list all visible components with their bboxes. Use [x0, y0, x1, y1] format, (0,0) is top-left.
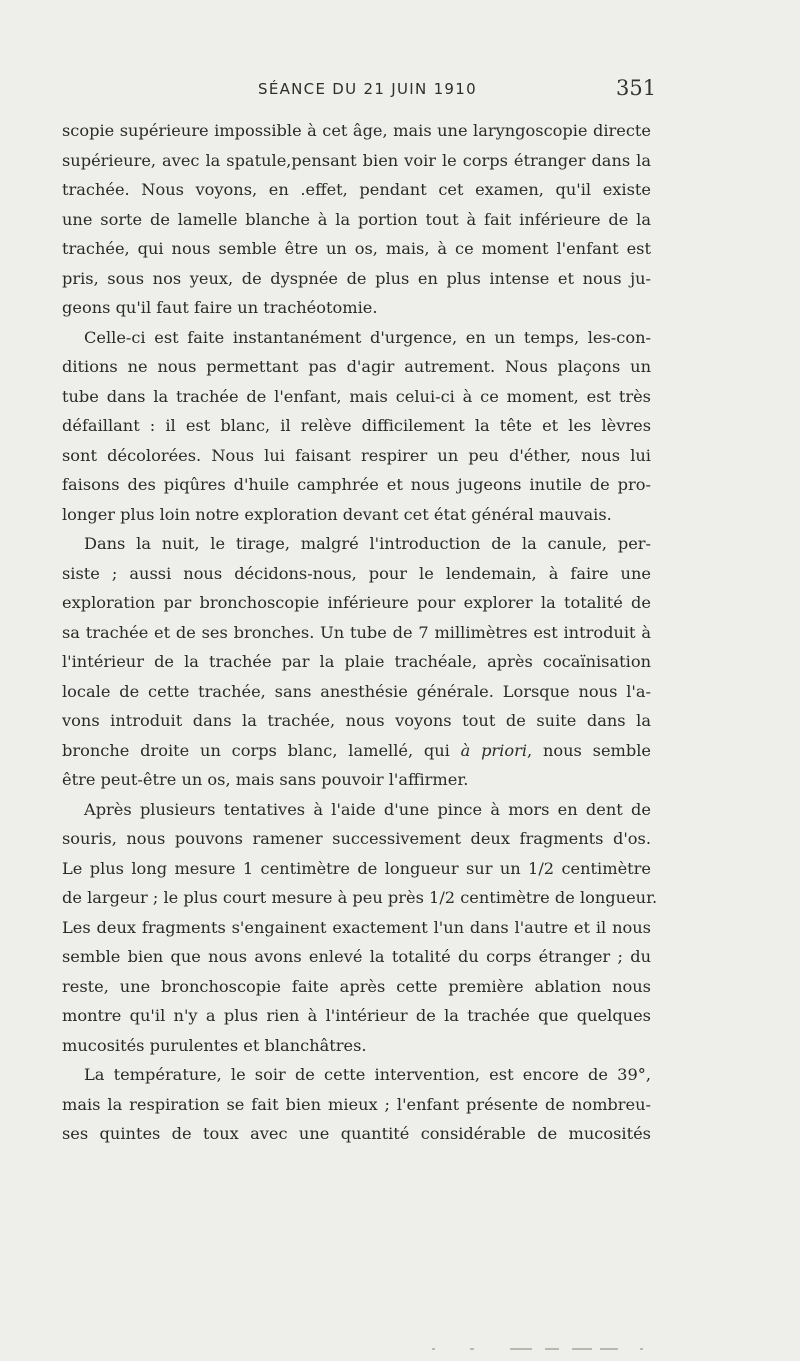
text-line: être peut-être un os, mais sans pouvoir l'affirmer.	[62, 770, 469, 789]
running-title: SÉANCE DU 21 JUIN 1910	[258, 80, 477, 98]
text-line: ses quintes de toux avec une quantité considérable de mucosités	[62, 1124, 651, 1143]
text-line: montre qu'il n'y a plus rien à l'intérieur de la trachée que quelques	[62, 1006, 651, 1025]
text-line: exploration par bronchoscopie inférieure pour explorer la totalité de	[62, 593, 651, 612]
text-line: faisons des piqûres d'huile camphrée et nous jugeons inutile de pro-	[62, 475, 651, 494]
text-line: semble bien que nous avons enlevé la totalité du corps étranger ; du	[62, 947, 651, 966]
text-line: sont décolorées. Nous lui faisant respirer un peu d'éther, nous lui	[62, 445, 651, 465]
text-line: Le plus long mesure 1 centimètre de longueur sur un 1/2 centimètre	[62, 858, 651, 878]
text-line: scopie supérieure impossible à cet âge, mais une laryngoscopie directe	[62, 121, 651, 140]
italic-phrase: à priori	[460, 740, 528, 760]
text-line: mais la respiration se fait bien mieux ; l'enfant présente de nombreu-	[62, 1094, 651, 1114]
text-line: défaillant : il est blanc, il relève difficilement la tête et les lèvres	[62, 416, 651, 435]
body-text	[62, 116, 658, 1149]
text-line: Après plusieurs tentatives à l'aide d'une pince à mors en dent de	[84, 799, 651, 819]
text-line: ditions ne nous permettant pas d'agir autrement. Nous plaçons un	[62, 357, 651, 376]
text-line: Les deux fragments s'engainent exactement l'un dans l'autre et il nous	[62, 917, 651, 937]
text-line: l'intérieur de la trachée par la plaie trachéale, après cocaïnisation	[62, 652, 651, 671]
page-number: 351	[616, 76, 657, 100]
text-line: La température, le soir de cette intervention, est encore de 39°,	[84, 1065, 651, 1084]
text-line: supérieure, avec la spatule,pensant bien voir le corps étranger dans la	[62, 150, 651, 170]
text-line: une sorte de lamelle blanche à la portion tout à fait inférieure de la	[62, 209, 651, 229]
text-line: pris, sous nos yeux, de dyspnée de plus en plus intense et nous ju-	[62, 268, 651, 288]
text-line: trachée, qui nous semble être un os, mais, à ce moment l'enfant est	[62, 239, 651, 258]
text-line: longer plus loin notre exploration devant cet état général mauvais.	[62, 504, 612, 524]
text-line: siste ; aussi nous décidons-nous, pour le lendemain, à faire une	[62, 563, 651, 583]
bottom-specks	[0, 1340, 800, 1361]
text-line: Dans la nuit, le tirage, malgré l'introduction de la canule, per-	[84, 534, 651, 553]
text-line: de largeur ; le plus court mesure à peu près 1/2 centimètre de longueur.	[62, 888, 658, 907]
text-line: locale de cette trachée, sans anesthésie générale. Lorsque nous l'a-	[62, 681, 651, 701]
text-line: reste, une bronchoscopie faite après cette première ablation nous	[62, 976, 651, 996]
text-line: vons introduit dans la trachée, nous voyons tout de suite dans la	[62, 711, 651, 730]
text-line: Celle-ci est faite instantanément d'urgence, en un temps, les-con-	[84, 327, 651, 347]
text-line: bronche droite un corps blanc, lamellé, qui à priori, nous semble	[62, 740, 651, 760]
text-line: souris, nous pouvons ramener successivement deux fragments d'os.	[62, 829, 651, 848]
text-line: trachée. Nous voyons, en .effet, pendant cet examen, qu'il existe	[62, 180, 651, 199]
text-line: tube dans la trachée de l'enfant, mais celui-ci à ce moment, est très	[62, 386, 651, 406]
text-line: mucosités purulentes et blanchâtres.	[62, 1035, 367, 1055]
text-line: geons qu'il faut faire un trachéotomie.	[62, 298, 378, 317]
page-header	[0, 76, 800, 106]
text-line: sa trachée et de ses bronches. Un tube de 7 millimètres est introduit à	[62, 622, 651, 642]
